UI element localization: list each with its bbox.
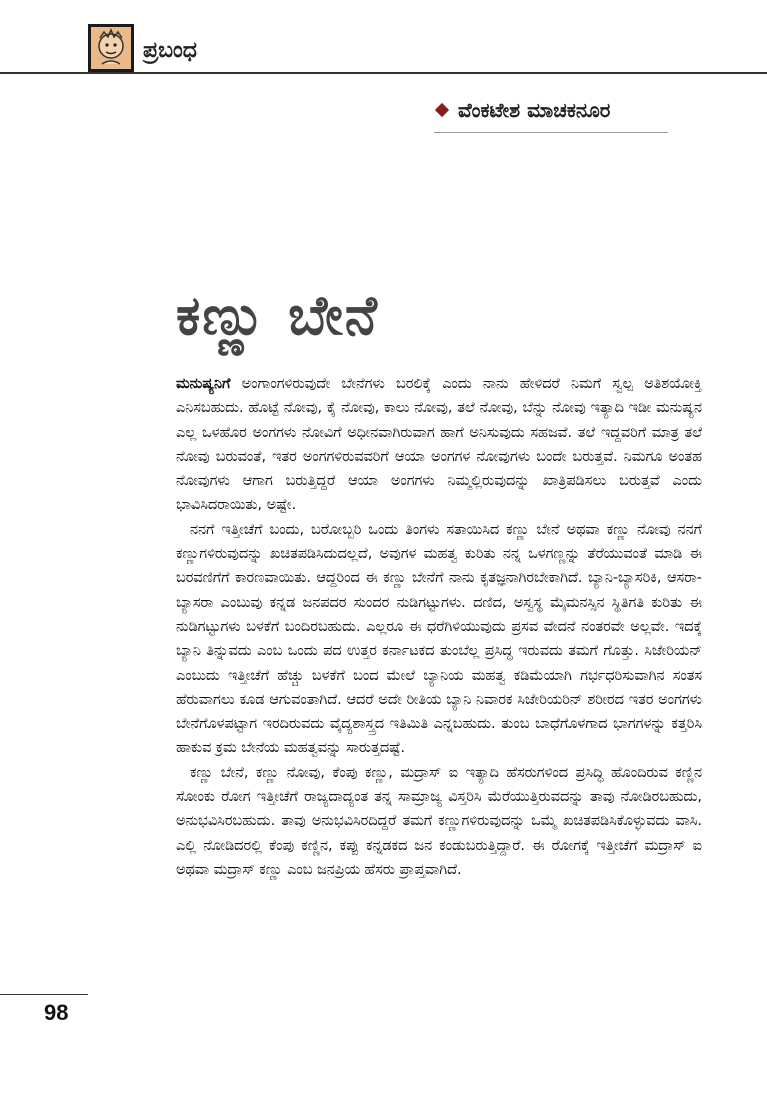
author-byline [434, 98, 670, 133]
paragraph-text: ಅಂಗಾಂಗಳಿರುವುದೇ ಬೇನೆಗಳು ಬರಲಿಕ್ಕೆ ಎಂದು ನಾನು ಹೇಳಿದರೆ ನಿಮಗೆ ಸ್ವಲ್ಪ ಅತಿಶಯೋಕ್ತಿ ಎನಿಸಬಹುದು. ಹೊಟ್ಟೆ ನೋವು, ಕೈ ನೋವು, ಕಾಲು ನೋವು, ತಲೆ ನೋವು, ಬೆನ್ನು ನೋವು ಇತ್ಯಾದಿ ಇಡೀ ಮನುಷ್ಯನ ಎಲ್ಲ ಒಳಹೊರ ಅಂಗಗಳು ನೋವಿಗೆ ಅಧೀನವಾಗಿರುವಾಗ ಹಾಗೆ ಅನಿಸುವುದು ಸಹಜವೆ. ತಲೆ ಇದ್ದವರಿಗೆ ಮಾತ್ರ ತಲೆ ನೋವು ಬರುವಂತೆ, ಇತರ ಅಂಗಗಳಿರುವವರಿಗೆ ಆಯಾ ಅಂಗಗಳ ನೋವುಗಳು ಬಂದೇ ಬರುತ್ತವೆ. ನಿಮಗೂ ಅಂತಹ ನೋವುಗಳು ಆಗಾಗ ಬರುತ್ತಿದ್ದರೆ ಆಯಾ ಅಂಗಗಳು ನಿಮ್ಮಲ್ಲಿರುವುದನ್ನು ಖಾತ್ರಿಪಡಿಸಲು ಬರುತ್ತವೆ ಎಂದು ಭಾವಿಸಿದರಾಯಿತು, ಅಷ್ಟೇ. [176, 376, 702, 514]
footer-divider [0, 994, 88, 995]
author-line [434, 98, 670, 122]
page-number: 98 [44, 1000, 69, 1025]
lead-word: ಮನುಷ್ಯನಿಗೆ [176, 376, 231, 392]
section-label: ಪ್ರಬಂಧ [143, 38, 197, 63]
article-paragraph-1 [176, 372, 702, 518]
article-paragraph-3: ಕಣ್ಣು ಬೇನೆ, ಕಣ್ಣು ನೋವು, ಕೆಂಪು ಕಣ್ಣು, ಮದ್ರಾಸ್ ಐ ಇತ್ಯಾದಿ ಹೆಸರುಗಳಿಂದ ಪ್ರಸಿದ್ಧಿ ಹೊಂದಿರುವ ಕಣ್ಣಿನ ಸೋಂಕು ರೋಗ ಇತ್ತೀಚೆಗೆ ರಾಜ್ಯದಾದ್ಯಂತ ತನ್ನ ಸಾಮ್ರಾಜ್ಯ ವಿಸ್ತರಿಸಿ ಮೆರೆಯುತ್ತಿರುವದನ್ನು ತಾವು ನೋಡಿರಬಹುದು, ಅನುಭವಿಸಿರಬಹುದು. ತಾವು ಅನುಭವಿಸಿರದಿದ್ದರೆ ತಮಗೆ ಕಣ್ಣುಗಳಿರುವುದನ್ನು ಒಮ್ಮೆ ಖಚಿತಪಡಿಸಿಕೊಳ್ಳುವದು ವಾಸಿ. ಎಲ್ಲಿ ನೋಡಿದರಲ್ಲಿ ಕೆಂಪು ಕಣ್ಣಿನ, ಕಪ್ಪು ಕನ್ನಡಕದ ಜನ ಕಂಡುಬರುತ್ತಿದ್ದಾರೆ. ಈ ರೋಗಕ್ಕೆ ಇತ್ತೀಚೆಗೆ ಮದ್ರಾಸ್ ಐ ಅಥವಾ ಮದ್ರಾಸ್ ಕಣ್ಣು ಎಂಬ ಜನಪ್ರಿಯ ಹೆಸರು ಪ್ರಾಪ್ತವಾಗಿದೆ. [176, 764, 702, 878]
author-name: ವೆಂಕಟೇಶ ಮಾಚಕನೂರ [458, 98, 611, 122]
article-body [176, 372, 702, 882]
header-divider [0, 72, 767, 74]
article-paragraph-2: ನನಗೆ ಇತ್ತೀಚೆಗೆ ಬಂದು, ಬರೋಬ್ಬರಿ ಒಂದು ತಿಂಗಳು ಸತಾಯಿಸಿದ ಕಣ್ಣು ಬೇನೆ ಅಥವಾ ಕಣ್ಣು ನೋವು ನನಗೆ ಕಣ್ಣುಗಳಿರುವುದನ್ನು ಖಚಿತಪಡಿಸಿದುದಲ್ಲದೆ, ಅವುಗಳ ಮಹತ್ವ ಕುರಿತು ನನ್ನ ಒಳಗಣ್ಣನ್ನು ತೆರೆಯುವಂತೆ ಮಾಡಿ ಈ ಬರವಣಿಗೆಗೆ ಕಾರಣವಾಯಿತು. ಆದ್ದರಿಂದ ಈ ಕಣ್ಣು ಬೇನೆಗೆ ನಾನು ಕೃತಜ್ಞನಾಗಿರಬೇಕಾಗಿದೆ. ಬ್ಯಾನಿ-ಬ್ಯಾಸರಿಕಿ, ಆಸರಾ-ಬ್ಯಾಸರಾ ಎಂಬುವು ಕನ್ನಡ ಜನಪದರ ಸುಂದರ ನುಡಿಗಟ್ಟುಗಳು. ದಣಿದ, ಅಸ್ವಸ್ಥ ಮೈಮನಸ್ಸಿನ ಸ್ಥಿತಿಗತಿ ಕುರಿತು ಈ ನುಡಿಗಟ್ಟುಗಳು ಬಳಕೆಗೆ ಬಂದಿರಬಹುದು. ಎಲ್ಲರೂ ಈ ಧರೆಗಿಳಿಯುವುದು ಪ್ರಸವ ವೇದನೆ ನಂತರವೇ ಅಲ್ಲವೇ. ಇದಕ್ಕೆ ಬ್ಯಾನಿ ತಿನ್ನುವದು ಎಂಬ ಒಂದು ಪದ ಉತ್ತರ ಕರ್ನಾಟಕದ ತುಂಬೆಲ್ಲ ಪ್ರಸಿದ್ಧ ಇರುವದು ತಮಗೆ ಗೊತ್ತು. ಸಿಜೇರಿಯನ್ ಎಂಬುದು ಇತ್ತೀಚೆಗೆ ಹೆಚ್ಚು ಬಳಕೆಗೆ ಬಂದ ಮೇಲೆ ಬ್ಯಾನಿಯ ಮಹತ್ವ ಕಡಿಮೆಯಾಗಿ ಗರ್ಭಧರಿಸುವಾಗಿನ ಸಂತಸ ಹೆರುವಾಗಲು ಕೂಡ ಆಗುವಂತಾಗಿದೆ. ಆದರೆ ಅದೇ ರೀತಿಯ ಬ್ಯಾನಿ ನಿವಾರಕ ಸಿಜೇರಿಯರಿನ್ ಶರೀರದ ಇತರ ಅಂಗಗಳು ಬೇನೆಗೊಳಪಟ್ಟಾಗ ಇರದಿರುವದು ವೈದ್ಯಶಾಸ್ತ್ರದ ಇತಿಮಿತಿ ಎನ್ನಬಹುದು. ತುಂಬ ಬಾಧೆಗೊಳಗಾದ ಭಾಗಗಳನ್ನು ಕತ್ತರಿಸಿ ಹಾಕುವ ಕ್ರಮ ಬೇನೆಯ ಮಹತ್ವವನ್ನು ಸಾರುತ್ತದಷ್ಟೆ. [176, 521, 702, 757]
article-title: ಕಣ್ಣು ಬೇನೆ [176, 284, 379, 348]
author-underline [434, 132, 668, 133]
diamond-icon [435, 103, 449, 117]
cartoon-face-logo-icon [88, 24, 134, 72]
